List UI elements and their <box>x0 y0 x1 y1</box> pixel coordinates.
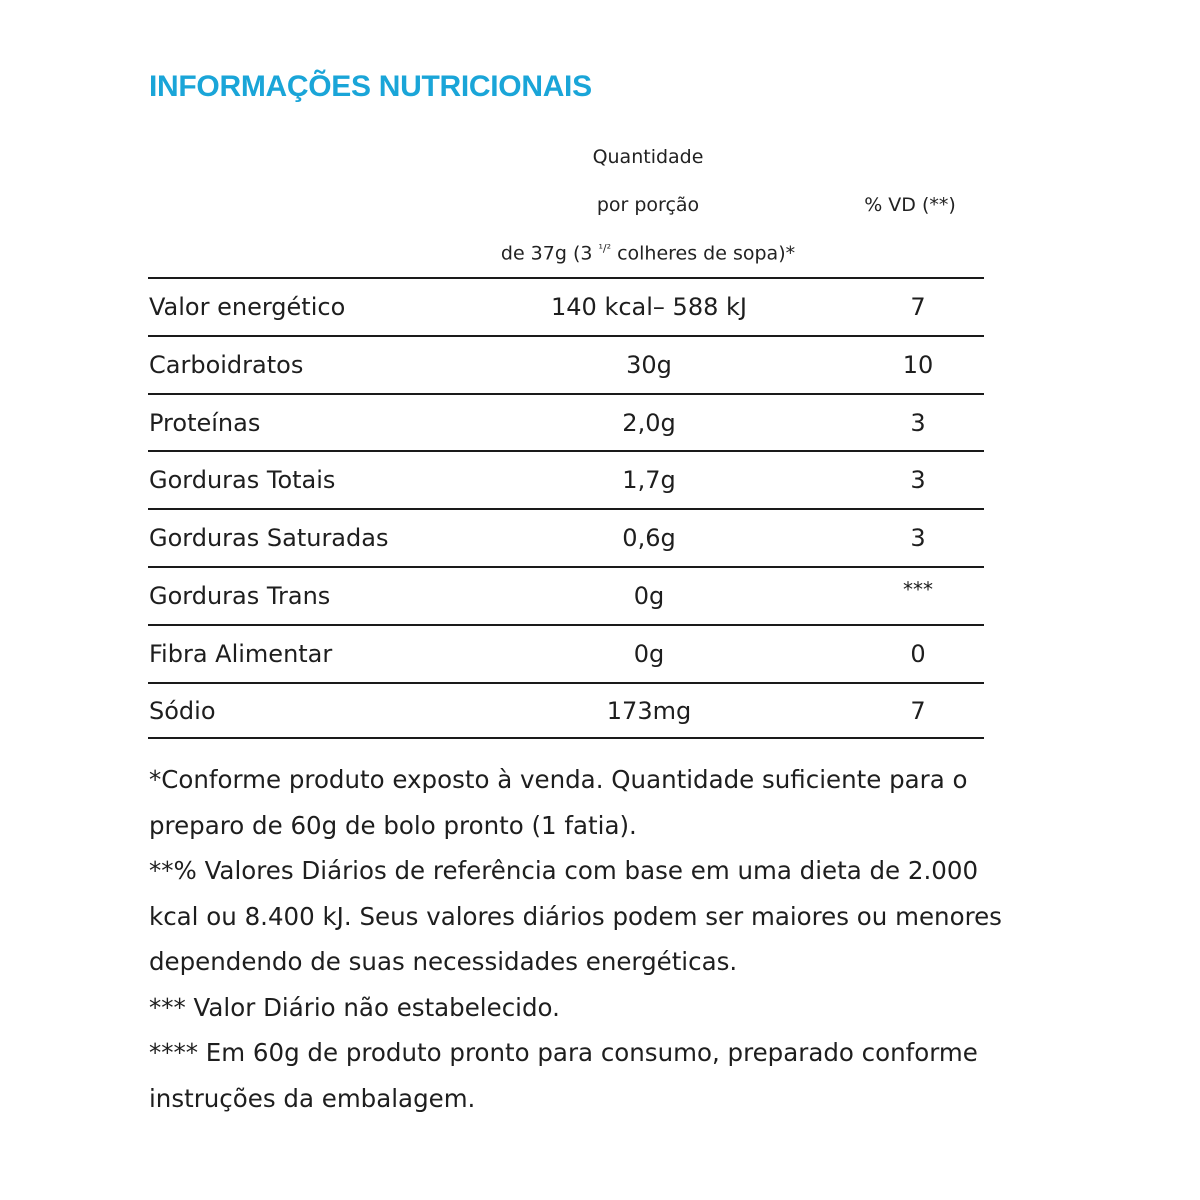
table-row <box>148 452 984 510</box>
footnote-daily-values: **% Valores Diários de referência com base em uma dieta de 2.000 kcal ou 8.400 kJ. Seus valores diários podem ser maiores ou menores dependendo de suas necessidades energéticas. <box>149 856 1002 976</box>
nutrient-name: Gorduras Trans <box>149 582 331 610</box>
serving-unit-text: colheres de sopa)* <box>611 242 796 265</box>
nutrient-quantity: 140 kcal– 588 kJ <box>551 293 747 321</box>
nutrient-vd: 3 <box>910 524 926 552</box>
page-title: INFORMAÇÕES NUTRICIONAIS <box>149 70 592 103</box>
nutrient-vd: 10 <box>902 351 934 379</box>
footnote-not-established: *** Valor Diário não estabelecido. <box>149 992 560 1022</box>
quantity-header-line1: Quantidade <box>592 146 704 168</box>
table-row <box>148 395 984 452</box>
nutrient-quantity: 0g <box>633 582 665 610</box>
table-row <box>148 684 984 739</box>
nutrient-name: Valor energético <box>149 293 346 321</box>
quantity-header-line3 <box>448 242 848 264</box>
nutrient-name: Gorduras Saturadas <box>149 524 389 552</box>
serving-size-text: de 37g (3 <box>500 242 599 265</box>
nutrient-quantity: 0,6g <box>622 524 676 552</box>
quantity-header-line2: por porção <box>596 194 700 216</box>
nutrient-vd: 0 <box>910 640 926 668</box>
nutrient-name: Carboidratos <box>149 351 304 379</box>
table-row <box>148 626 984 684</box>
nutrient-vd: 3 <box>910 466 926 494</box>
vd-header: % VD (**) <box>864 194 956 216</box>
nutrient-name: Sódio <box>149 696 216 725</box>
nutrient-quantity: 2,0g <box>622 408 676 437</box>
table-row <box>148 337 984 395</box>
footnote-serving: *Conforme produto exposto à venda. Quantidade suficiente para o preparo de 60g de bolo pronto (1 fatia). <box>149 765 968 840</box>
table-row <box>148 279 984 337</box>
nutrient-name: Fibra Alimentar <box>149 640 333 668</box>
footnotes <box>149 757 1009 1121</box>
nutrient-vd: 7 <box>910 293 926 321</box>
nutrient-quantity: 1,7g <box>622 466 676 494</box>
nutrient-vd: 3 <box>910 408 926 437</box>
nutrient-quantity: 0g <box>633 640 665 668</box>
nutrient-quantity: 30g <box>626 351 672 379</box>
table-row <box>148 510 984 568</box>
nutrition-table <box>148 277 984 739</box>
footnote-prepared: **** Em 60g de produto pronto para consumo, preparado conforme instruções da embalagem. <box>149 1038 978 1113</box>
nutrient-name: Proteínas <box>149 408 261 437</box>
nutrient-vd: *** <box>903 577 933 602</box>
table-row <box>148 568 984 626</box>
nutrient-quantity: 173mg <box>606 696 692 725</box>
serving-fraction: ¹/² <box>598 242 612 255</box>
nutrient-vd: 7 <box>910 696 926 725</box>
nutrient-name: Gorduras Totais <box>149 466 336 494</box>
